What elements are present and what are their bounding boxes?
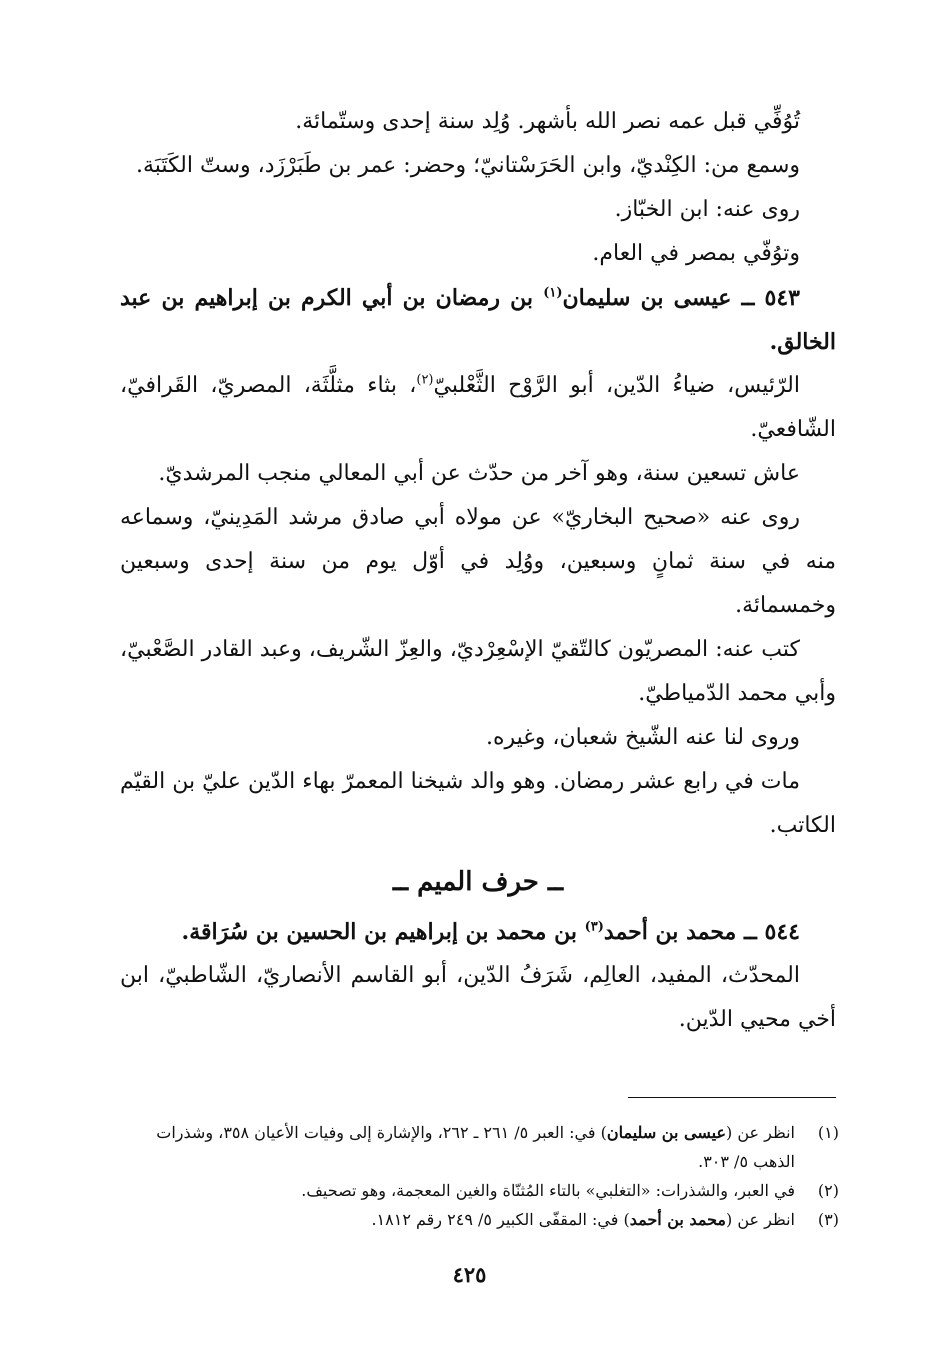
footnote-text: في العبر، والشذرات: «التغلبي» بالتاء المُثنّاة والغين المعجمة، وهو تصحيف. bbox=[301, 1181, 795, 1200]
paragraph-text: وسمع من: الكِنْديّ، وابن الحَرَسْتانيّ؛ وحضر: عمر بن طَبَرْزَد، وستّ الكَتَبَة. bbox=[135, 153, 800, 178]
paragraph-text: وتوُفّي بمصر في العام. bbox=[592, 241, 800, 266]
footnote-paren: ( bbox=[726, 1210, 733, 1229]
paragraph-text: تُوُفِّي قبل عمه نصر الله بأشهر. وُلِد سنة إحدى وستّمائة. bbox=[295, 109, 800, 134]
paragraph-narrated bbox=[120, 188, 836, 232]
paragraph-text: وروى لنا عنه الشّيخ شعبان، وغيره. bbox=[485, 725, 800, 750]
paragraph-text: عاش تسعين سنة، وهو آخر من حدّث عن أبي المعالي منجب المرشديّ. bbox=[158, 461, 800, 486]
entry-title-text: ٥٤٣ ــ عيسى بن سليمان bbox=[562, 285, 800, 311]
footnote-text-part: ) في: العبر ٥/ ٢٦١ ـ ٢٦٢، والإشارة إلى وفيات الأعيان ٣٥٨، وشذرات الذهب ٥/ ٣٠٣. bbox=[156, 1123, 795, 1171]
paragraph-text: كتب عنه: المصريّون كالتّقيّ الإسْعِرْديّ، والعِزّ الشّريف، وعبد القادر الصَّعْبيّ، وأبي محمد الدّمياطيّ. bbox=[120, 637, 836, 706]
footnote-bold-name: عيسى بن سليمان bbox=[606, 1123, 726, 1142]
entry-title-text: بن محمد بن إبراهيم بن الحسين بن سُرَاقة. bbox=[181, 919, 585, 945]
footnote-ref-1: (١) bbox=[543, 285, 563, 301]
paragraph-wrote-from bbox=[120, 628, 836, 716]
footnote-text-part: ) في: المقفّى الكبير ٥/ ٢٤٩ رقم ١٨١٢. bbox=[371, 1210, 630, 1229]
main-text bbox=[120, 100, 836, 1042]
paragraph-bukhari bbox=[120, 496, 836, 628]
footnote-3 bbox=[120, 1205, 839, 1234]
footnote-ref-2: (٢) bbox=[416, 372, 434, 388]
footnote-number: (٢) bbox=[817, 1181, 839, 1200]
footnote-text-part: انظر عن bbox=[732, 1210, 795, 1229]
footnote-text bbox=[120, 1118, 795, 1176]
paragraph-text: الرّئيس، ضياءُ الدّين، أبو الرَّوْح الثَّعْلبيّ bbox=[433, 373, 800, 398]
entry-543-title bbox=[120, 276, 836, 364]
paragraph-lifespan bbox=[120, 452, 836, 496]
footnote-paren: ( bbox=[726, 1123, 733, 1142]
paragraph-text: روى عنه: ابن الخبّاز. bbox=[614, 197, 800, 222]
footnote-bold-name: محمد بن أحمد bbox=[629, 1210, 726, 1229]
paragraph-death bbox=[120, 760, 836, 848]
page-number: ٤٢٥ bbox=[452, 1262, 487, 1287]
paragraph-text: المحدّث، المفيد، العالِم، شَرَفُ الدّين، أبو القاسم الأنصاريّ، الشّاطبيّ، ابن أخي محيي الدّين. bbox=[120, 963, 836, 1032]
footnote-number: (١) bbox=[817, 1123, 839, 1142]
section-heading: ــ حرف الميم ــ bbox=[392, 867, 564, 897]
footnotes bbox=[120, 1118, 839, 1234]
paragraph-text: ، بثاء مثلَّثَة، المصريّ، القَرافيّ، الشّافعيّ. bbox=[120, 373, 836, 442]
paragraph-narrated-to-us bbox=[120, 716, 836, 760]
paragraph-heard-from bbox=[120, 144, 836, 188]
footnote-text bbox=[120, 1205, 795, 1234]
paragraph-titles bbox=[120, 364, 836, 452]
paragraph-muhaddith bbox=[120, 954, 836, 1042]
footnote-divider bbox=[628, 1097, 836, 1098]
footnote-number: (٣) bbox=[817, 1210, 839, 1229]
footnote-2 bbox=[120, 1176, 839, 1205]
paragraph-died-egypt bbox=[120, 232, 836, 276]
entry-title-text: بن رمضان بن أبي الكرم بن إبراهيم بن عبد الخالق. bbox=[120, 285, 836, 355]
paragraph-death-note bbox=[120, 100, 836, 144]
paragraph-text: مات في رابع عشر رمضان. وهو والد شيخنا المعمرّ بهاء الدّين عليّ بن القيّم الكاتب. bbox=[120, 769, 836, 838]
footnote-text-part: انظر عن bbox=[732, 1123, 795, 1142]
paragraph-text: روى عنه «صحيح البخاريّ» عن مولاه أبي صادق مرشد المَدِينيّ، وسماعه منه في سنة ثمانٍ وسبعين، ووُلِد في أوّل يوم من سنة إحدى وسبعين وخمسمائة. bbox=[120, 505, 836, 618]
footnote-ref-3: (٣) bbox=[584, 919, 604, 935]
entry-544-title bbox=[120, 910, 836, 954]
entry-title-text: ٥٤٤ ــ محمد بن أحمد bbox=[603, 919, 800, 945]
footnote-1 bbox=[120, 1118, 839, 1176]
